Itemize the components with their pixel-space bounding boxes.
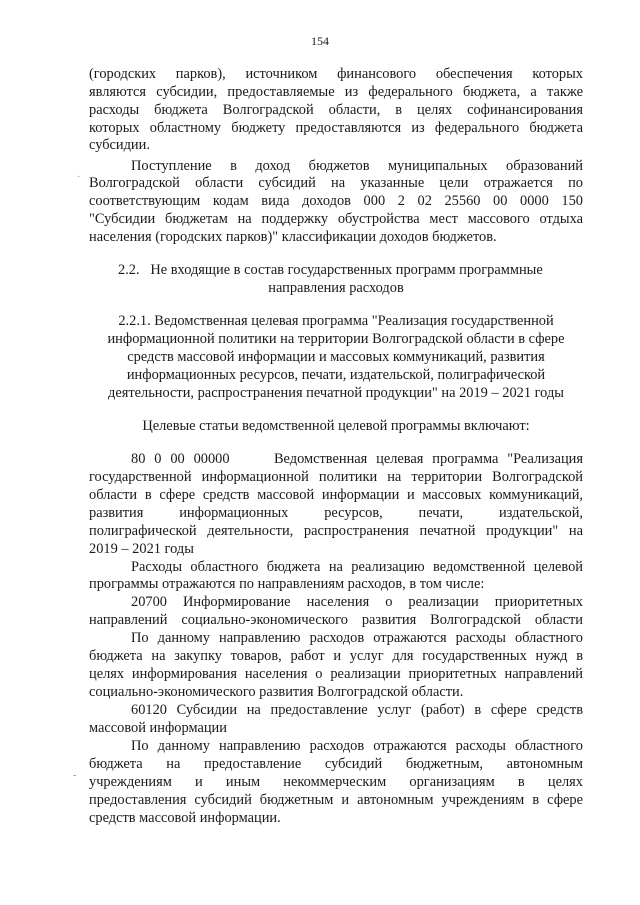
paragraph-line: государственной информационной политики на территории Волгоградской: [89, 469, 583, 485]
paragraph-line: (городских парков), источником финансового обеспечения которых: [89, 66, 583, 82]
paragraph-line: соответствующим кодам вида доходов 000 2 02 25560 00 0000 150: [89, 193, 583, 209]
paragraph-line: предоставления субсидий бюджетным и автономным учреждениям в сфере: [89, 792, 583, 808]
paragraph-line: являются субсидии, предоставляемые из федерального бюджета, а также: [89, 84, 583, 100]
paragraph-line: учреждениям и иным некоммерческим организациям в целях: [89, 774, 583, 790]
paragraph-line: развития информационных ресурсов, печати, издательской,: [89, 505, 583, 521]
paragraph-line: средств массовой информации.: [89, 810, 281, 826]
paragraph-line: 80 0 00 00000 Ведомственная целевая программа "Реализация: [131, 451, 583, 467]
subsection-heading: информационной политики на территории Волгоградской области в сфере: [107, 331, 565, 347]
paragraph-line: населения (городских парков)" классификации доходов бюджетов.: [89, 229, 497, 245]
section-heading: направления расходов: [268, 280, 404, 296]
paragraph-line: 20700 Информирование населения о реализации приоритетных: [131, 594, 583, 610]
paragraph-line: социально-экономического развития Волгоградской области.: [89, 684, 464, 700]
paragraph-line: которых областному бюджету предоставляются из федерального бюджета: [89, 120, 583, 136]
paragraph-line: субсидии.: [89, 137, 150, 153]
paragraph-line: Расходы областного бюджета на реализацию ведомственной целевой: [131, 559, 583, 575]
paragraph-line: бюджета на предоставление субсидий бюджетным, автономным: [89, 756, 583, 772]
paragraph-line: расходы бюджета Волгоградской области, в целях софинансирования: [89, 102, 583, 118]
paragraph-line: программы отражаются по направлениям расходов, в том числе:: [89, 576, 485, 592]
paragraph-line: направлений социально-экономического развития Волгоградской области: [89, 612, 583, 628]
page-number: 154: [311, 34, 329, 48]
paragraph-line: По данному направлению расходов отражаются расходы областного: [131, 630, 583, 646]
paragraph-line: бюджета на закупку товаров, работ и услуг для государственных нужд в: [89, 648, 583, 664]
paragraph-line: 2019 – 2021 годы: [89, 541, 194, 557]
paragraph-line: массовой информации: [89, 720, 227, 736]
section-heading: 2.2. Не входящие в состав государственных программ программные: [118, 262, 543, 278]
paragraph-line: По данному направлению расходов отражаются расходы областного: [131, 738, 583, 754]
paragraph-line: Волгоградской области субсидий на указанные цели отражается по: [89, 175, 583, 191]
subsection-heading: средств массовой информации и массовых коммуникаций, развития: [127, 349, 545, 365]
paragraph-line: 60120 Субсидии на предоставление услуг (работ) в сфере средств: [131, 702, 583, 718]
paragraph-line: полиграфической деятельности, распространения печатной продукции" на: [89, 523, 583, 539]
paragraph-line: Поступление в доход бюджетов муниципальных образований: [131, 158, 583, 174]
paragraph-line: целях информирования населения о реализации приоритетных направлений: [89, 666, 583, 682]
subsection-heading: 2.2.1. Ведомственная целевая программа "Реализация государственной: [118, 313, 554, 329]
target-articles-intro: Целевые статьи ведомственной целевой программы включают:: [142, 418, 530, 434]
paragraph-line: области в сфере средств массовой информации и массовых коммуникаций,: [89, 487, 583, 503]
scan-mark: ·: [77, 172, 81, 183]
subsection-heading: деятельности, распространения печатной продукции" на 2019 – 2021 годы: [108, 385, 564, 401]
paragraph-line: "Субсидии бюджетам на поддержку обустройства мест массового отдыха: [89, 211, 583, 227]
subsection-heading: информационных ресурсов, печати, издательской, полиграфической: [126, 367, 546, 383]
scan-mark: -: [73, 770, 77, 781]
